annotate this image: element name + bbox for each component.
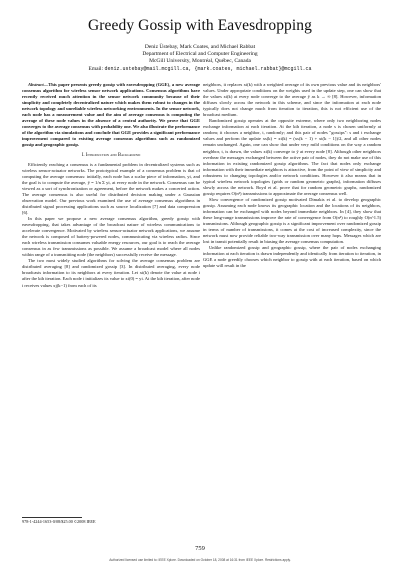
email-line xyxy=(0,66,400,73)
page-number: 759 xyxy=(195,545,205,552)
university: McGill University, Montréal, Québec, Canada xyxy=(149,58,251,65)
intro-paragraph-2: In this paper we propose a new average consensus algorithm, greedy gossip with eavesdropping, that takes advantage of the broadcast nature of wireless communications to accelerate convergence. Motivated by wireless sensor-actuator network applications, we assume the network is composed of battery-powered nodes, communicating via wireless radios. Since each wireless transmission consumes valuable energy resources, our goal is to reach the average consensus in as few transmissions as possible. We assume a broadcast model where all nodes within range of a transmitting node (the neighbors) successfully receive the message. xyxy=(22,215,200,258)
left-column xyxy=(22,82,200,289)
author-block xyxy=(0,44,400,73)
intro-paragraph-1: Efficiently reaching a consensus is a fundamental problem in decentralized systems such as wireless sensor-actuator networks. The prototypical example of a consensus problem is that of computing the average consensus: initially, each node has a scalar piece of information, yi, and the goal is to compute the average, ȳ = 1/n Σ yi, at every node in the network. Consensus can be viewed as a sort of synchronization or agreement, before the network makes a concerted action. The average consensus is also useful for distributed decision making under a Gaussian observation model. Our previous work examined the use of average consensus algorithms in distributed signal processing applications such as source localization [7] and data compression [6]. xyxy=(22,161,200,215)
right-paragraph-1: neighbors, it replaces xi(k) with a weighted average of its own previous value and its neighbors' values. Under appropriate conditions on the weights used in the update step, one can show that the values xi(k) at every node converge to the average ȳ as k → ∞ [8]. However, information diffuses slowly across the network in this scheme, and since the information at each node typically does not change much from iteration to iteration, this is not efficient use of the broadcast medium. xyxy=(203,82,381,118)
footer-rule xyxy=(22,517,82,518)
abstract xyxy=(22,82,200,149)
right-column xyxy=(203,82,381,269)
abstract-text: —This paper presents greedy gossip with eavesdropping (GGE), a new average consensus algorithm for wireless sensor network applications. Consensus algorithms have recently received much attention in the sensor network community because of their simplicity and completely decentralized nature which makes them robust to changes in the network topology and unreliable wireless networking environments. In the sensor network, each node has a measurement value and the aim of average consensus is computing the average of these node values in the absence of a central authority. We prove that GGE converges to the average consensus with probability one. We also illustrate the performance of the algorithm via simulations and conclude that GGE provides a significant performance improvement compared to existing average consensus algorithms such as randomized gossip and geographic gossip. xyxy=(22,82,200,148)
right-paragraph-4: Unlike randomized gossip and geographic gossip, where the pair of nodes exchanging information at each iteration is drawn independently and identically from iteration to iteration, in GGE a node greedily chooses which neighbor to gossip with at each iteration, based on which update will result in the xyxy=(203,245,381,269)
section-heading-introduction: I. Introduction and Background xyxy=(81,152,141,158)
abstract-label: Abstract xyxy=(28,82,44,87)
paper-title: Greedy Gossip with Eavesdropping xyxy=(87,17,313,34)
isbn-notice: 978-1-4244-1653-0/08/$25.00 ©2008 IEEE xyxy=(22,519,96,524)
right-paragraph-2: Randomized gossip operates at the opposite extreme, where only two neighboring nodes exchange information at each iteration. At the kth iteration, a node s is chosen uniformly at random; it chooses a neighbor, t, randomly; and this pair of nodes "gossips": s and t exchange values and perform the update xs(k) = xt(k) = (xs(k − 1) + xt(k − 1))/2, and all other nodes remain unchanged. Again, one can show that under very mild conditions on the way a random neighbor, t, is drawn, the values xi(k) converge to ȳ at every node [8]. Although other neighbors overhear the messages exchanged between the active pair of nodes, they do not make use of this information in existing randomized gossip algorithms. The fact that nodes only exchange information with their immediate neighbors is attractive, from the point of view of simplicity and robustness to changing topologies and/or network conditions. However it also means that in typical wireless network topologies (grids or random geometric graphs), information diffuses slowly across the network. Boyd et al. prove that for random geometric graphs, randomized gossip requires O(n²) transmissions to approximate the average consensus well. xyxy=(203,118,381,196)
right-paragraph-3: Slow convergence of randomized gossip motivated Dimakis et al. to develop geographic gossip. Assuming each node knows its geographic location and the locations of its neighbors, information can be exchanged with nodes beyond immediate neighbors. In [4], they show that these long-range transmissions improve the rate of convergence from O(n²) to roughly O(n^1.5) transmissions. Although geographic gossip is a significant improvement over randomized gossip in terms of number of transmissions, it comes at the cost of increased complexity, since the network must now provide reliable two-way transmission over many hops. Messages which are lost in transit potentially result in biasing the average consensus computation. xyxy=(203,196,381,245)
affiliation: Department of Electrical and Computer Engineering xyxy=(142,51,258,58)
intro-paragraph-3: The two most widely studied algorithms for solving the average consensus problem are distributed averaging [8] and randomized gossip [3]. In distributed averaging, every node broadcasts information to its neighbors at every iteration. Let xi(k) denote the value at node i after the kth iteration. Each node i initializes its value to xi(0) = yi. At the kth iteration, after node i receives values xj(k−1) from each of its xyxy=(22,258,200,288)
author-names: Deniz Üstebay, Mark Coates, and Michael Rabbat xyxy=(144,44,256,50)
license-notice: Authorized licensed use limited to: IEEE Xplore. Downloaded on October 18, 2008 at 16:31 from IEEE Xplore. Restrictions apply. xyxy=(109,558,291,562)
email-label: Email: xyxy=(88,65,104,72)
email-addresses[interactable]: deniz.ustebay@mail.mcgill.ca, {mark.coates, michael.rabbat}@mcgill.ca xyxy=(104,65,312,72)
